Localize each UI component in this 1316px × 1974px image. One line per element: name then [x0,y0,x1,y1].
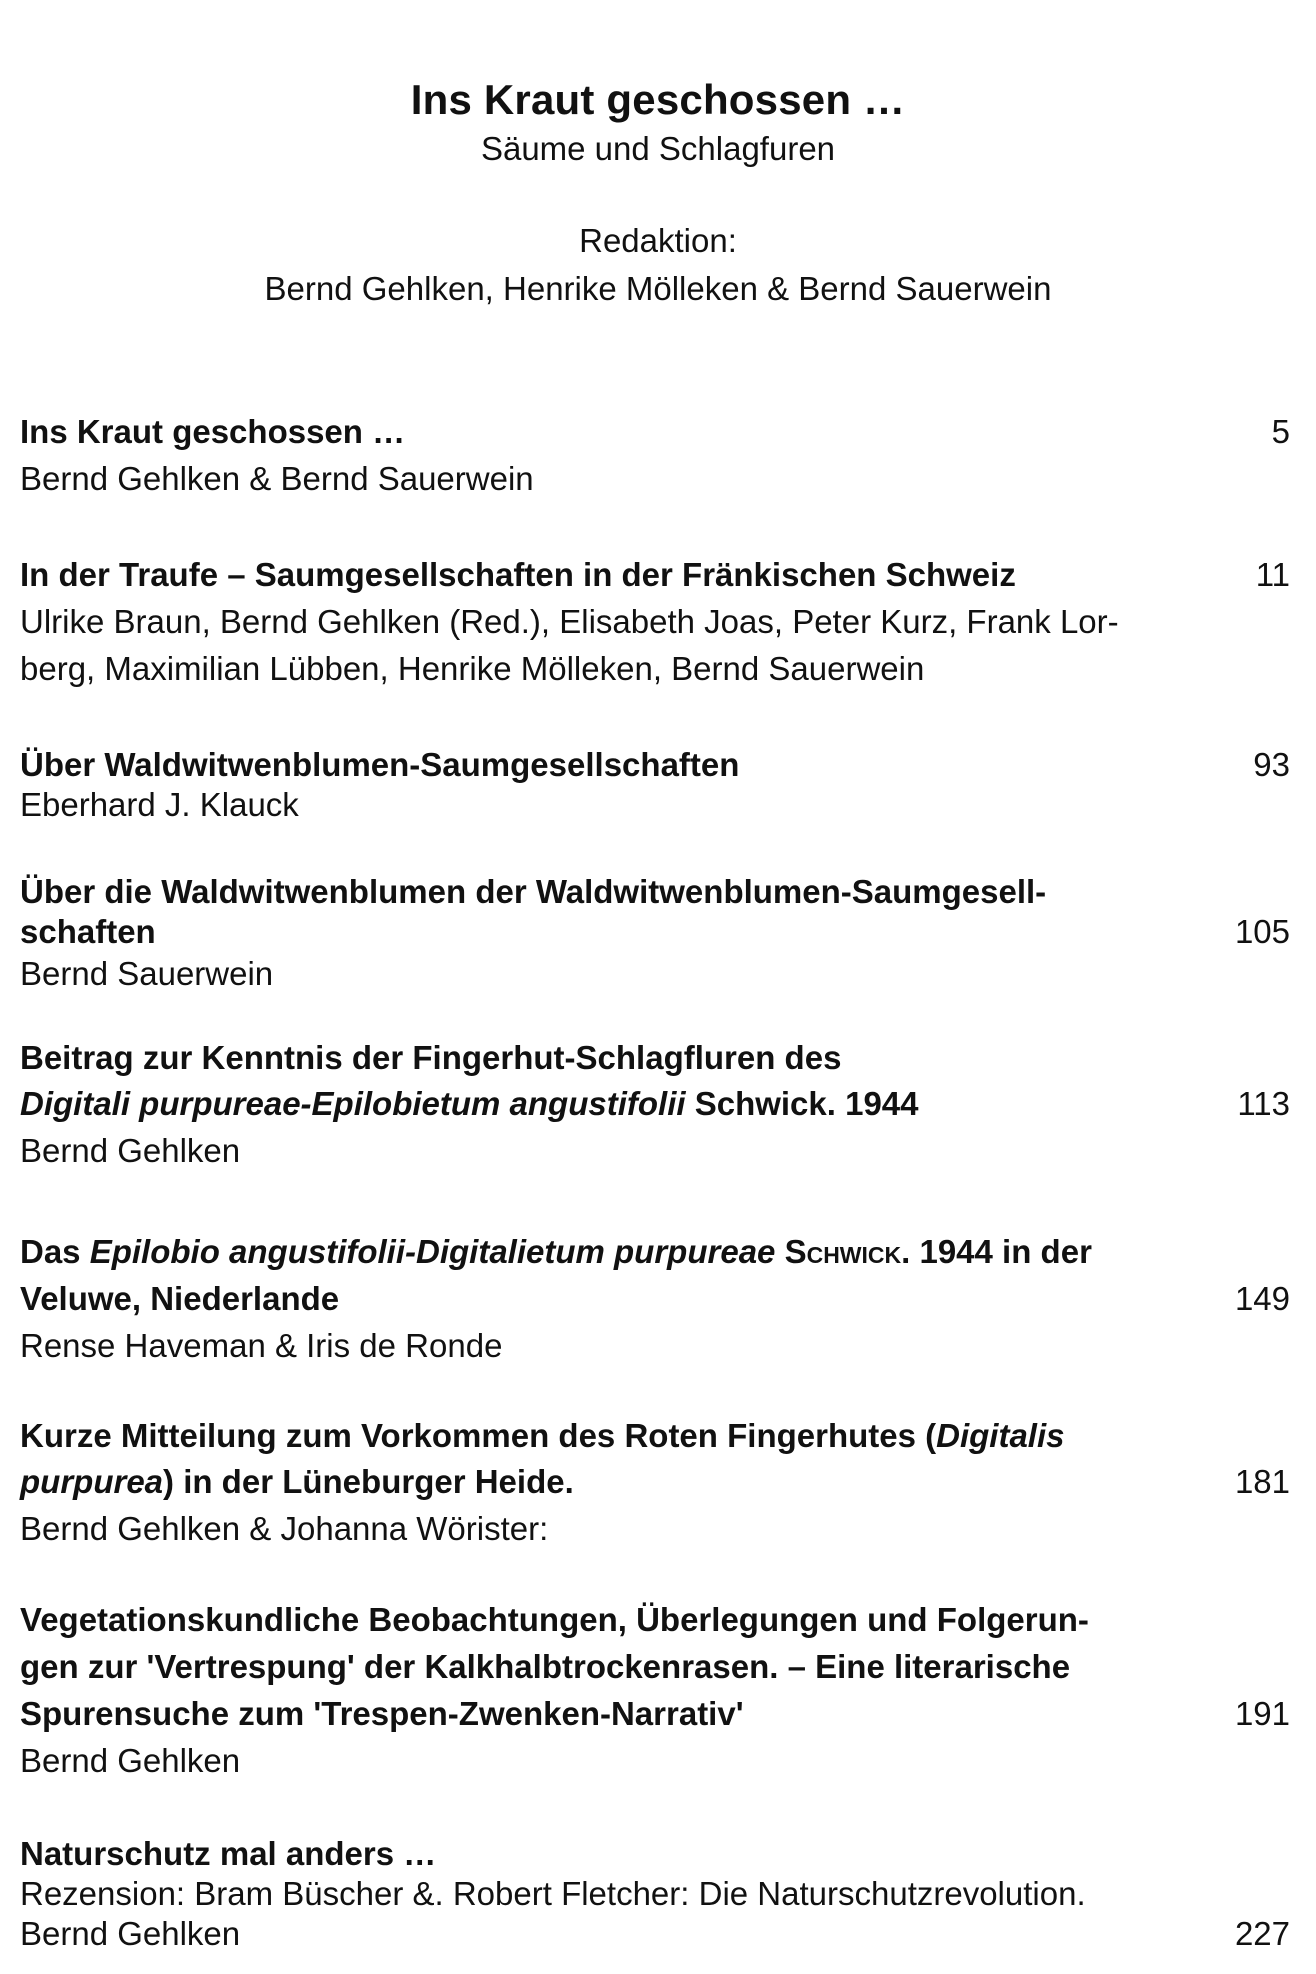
toc-entry-authors: Rense Haveman & Iris de Ronde [20,1327,503,1364]
toc-entry-title: Über Waldwitwenblumen-Saumgesellschaften [20,746,740,783]
book-title: Ins Kraut geschossen … [410,76,906,123]
toc-entry-title [20,1084,919,1124]
toc-entry-title: In der Traufe – Saumgesellschaften in der Fränkischen Schweiz [20,556,1016,593]
toc-entry-page: 5 [1271,413,1290,450]
toc-entry-title: Ins Kraut geschossen … [20,413,406,450]
toc-entry-page: 105 [1234,913,1290,950]
toc-entry-authors: Eberhard J. Klauck [20,786,299,823]
toc-entry-title: Spurensuche zum 'Trespen-Zwenken-Narrativ' [20,1695,744,1732]
toc-entry-title: Über die Waldwitwenblumen der Waldwitwenblumen-Saumgesell- [20,873,1047,910]
toc-entry-page: 11 [1255,556,1290,593]
toc-title-rest: . 1944 in der [901,1233,1092,1270]
toc-entry-title: Vegetationskundliche Beobachtungen, Überlegungen und Folgerun- [20,1601,1089,1638]
redaktion-label: Redaktion: [579,222,737,259]
toc-entry-authors: berg, Maximilian Lübben, Henrike Mölleken, Bernd Sauerwein [20,650,925,687]
toc-title-italic: purpurea [20,1463,164,1500]
toc-entry-authors: Bernd Gehlken [20,1742,241,1779]
toc-title-prefix: Das [20,1233,90,1270]
toc-entry-authors: Bernd Gehlken [20,1132,241,1169]
toc-entry-title: Veluwe, Niederlande [20,1280,340,1317]
toc-entry-title: schaften [20,913,156,950]
toc-entry-title [20,1462,574,1502]
toc-entry-authors: Bernd Gehlken [20,1915,241,1952]
toc-entry-title [20,1232,1092,1272]
toc-title-rest: ) in der Lüneburger Heide. [163,1463,574,1500]
toc-entry-page: 227 [1234,1915,1290,1952]
toc-entry-page: 113 [1237,1085,1290,1122]
toc-title-italic: Epilobio angustifolii-Digitalietum purpureae [89,1233,776,1270]
book-subtitle: Säume und Schlagfuren [480,130,836,167]
toc-entry-title: Beitrag zur Kenntnis der Fingerhut-Schlagfluren des [20,1039,842,1076]
toc-entry-title [20,1416,1064,1456]
toc-title-rest: Schwick. 1944 [685,1085,919,1122]
toc-entry-page: 191 [1234,1695,1290,1732]
toc-title-smallcaps: Schwick [784,1233,902,1270]
toc-entry-page: 93 [1253,746,1290,783]
toc-entry-title: gen zur 'Vertrespung' der Kalkhalbtrockenrasen. – Eine literarische [20,1648,1071,1685]
toc-title-italic: Digitalis [936,1417,1065,1454]
toc-entry-title: Naturschutz mal anders … [20,1835,437,1872]
editors: Bernd Gehlken, Henrike Mölleken & Bernd Sauerwein [264,270,1052,307]
toc-entry-authors: Rezension: Bram Büscher &. Robert Fletcher: Die Naturschutzrevolution. [20,1875,1086,1912]
toc-title-italic: Digitali purpureae-Epilobietum angustifolii [20,1085,686,1122]
toc-entry-authors: Bernd Gehlken & Johanna Wörister: [20,1510,549,1547]
toc-entry-authors: Bernd Sauerwein [20,955,274,992]
toc-entry-authors: Bernd Gehlken & Bernd Sauerwein [20,460,534,497]
toc-entry-page: 181 [1234,1463,1290,1500]
toc-title-prefix: Kurze Mitteilung zum Vorkommen des Roten Fingerhutes ( [20,1417,937,1454]
toc-entry-page: 149 [1234,1280,1290,1317]
toc-entry-authors: Ulrike Braun, Bernd Gehlken (Red.), Elisabeth Joas, Peter Kurz, Frank Lor- [20,603,1119,640]
